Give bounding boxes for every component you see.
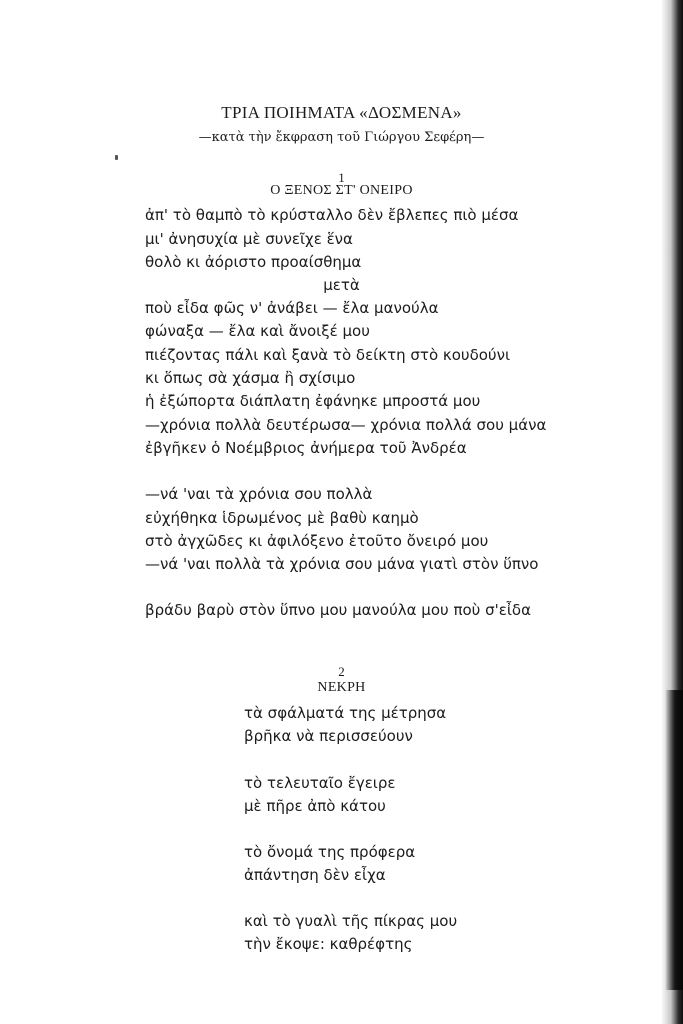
poem-1-number: 1 [338,170,345,185]
poem-2-line: τὴν ἔκοψε: καθρέφτης [244,935,413,953]
poem-2-number: 2 [338,664,345,679]
poem-1-line: βράδυ βαρὺ στὸν ὕπνο μου μανούλα μου ποὺ σ'εἶδα [145,601,532,619]
poem-2-line: τὰ σφάλματά της μέτρησα [244,704,447,722]
page-title: ΤΡΙΑ ΠΟΙΗΜΑΤΑ «ΔΟΣΜΕΝΑ» [221,103,462,122]
poem-1-line: ἀπ' τὸ θαμπὸ τὸ κρύσταλλο δὲν ἔβλεπες πιὸ μέσα [145,206,519,224]
poem-2-title: ΝΕΚΡΗ [317,680,366,695]
poem-2-line: ἀπάντηση δὲν εἶχα [244,866,386,884]
poem-1-line: μι' ἀνησυχία μὲ συνεῖχε ἕνα [145,230,353,248]
poem-1-line: —νά 'ναι τὰ χρόνια σου πολλὰ [145,485,373,503]
poem-1-title: Ο ΞΕΝΟΣ ΣΤ' ΟΝΕΙΡΟ [270,183,413,198]
ink-speck [115,155,118,160]
poem-1-line: μετὰ [323,276,360,294]
poem-1-line: κι ὅπως σὰ χάσμα ἢ σχίσιμο [145,369,356,387]
poem-1-line: θολὸ κι ἀόριστο προαίσθημα [145,253,362,271]
poem-1-line: ποὺ εἶδα φῶς ν' ἀνάβει — ἔλα μανούλα [145,299,439,317]
poem-2-line: τὸ ὄνομά της πρόφερα [244,843,416,861]
poem-1-line: ἐβγῆκεν ὁ Νοέμβριος ἀνήμερα τοῦ Ἀνδρέα [145,439,467,457]
poem-2-line: τὸ τελευταῖο ἔγειρε [244,774,396,792]
poem-1-line: στὸ ἀγχῶδες κι ἀφιλόξενο ἐτοῦτο ὄνειρό μου [145,532,489,550]
page-subtitle: —κατὰ τὴν ἔκφραση τοῦ Γιώργου Σεφέρη— [198,130,485,145]
poem-2-line: καὶ τὸ γυαλὶ τῆς πίκρας μου [244,912,458,930]
page-edge-binding [665,690,683,990]
poem-1-line: —νά 'ναι πολλὰ τὰ χρόνια σου μάνα γιατὶ στὸν ὕπνο [145,555,539,573]
poem-1-line: πιέζοντας πάλι καὶ ξανὰ τὸ δείκτη στὸ κουδούνι [145,346,511,364]
poem-1-line: ἡ ἐξώπορτα διάπλατη ἐφάνηκε μπροστά μου [145,392,481,410]
poem-1-line: —χρόνια πολλὰ δευτέρωσα— χρόνια πολλά σου μάνα [145,416,547,434]
poem-2-line: μὲ πῆρε ἀπὸ κάτου [244,797,386,815]
poem-1-line: εὐχήθηκα ἱδρωμένος μὲ βαθὺ καημὸ [145,509,419,527]
poem-2-line: βρῆκα νὰ περισσεύουν [244,727,413,745]
poem-1-line: φώναξα — ἔλα καὶ ἄνοιξέ μου [145,322,370,340]
